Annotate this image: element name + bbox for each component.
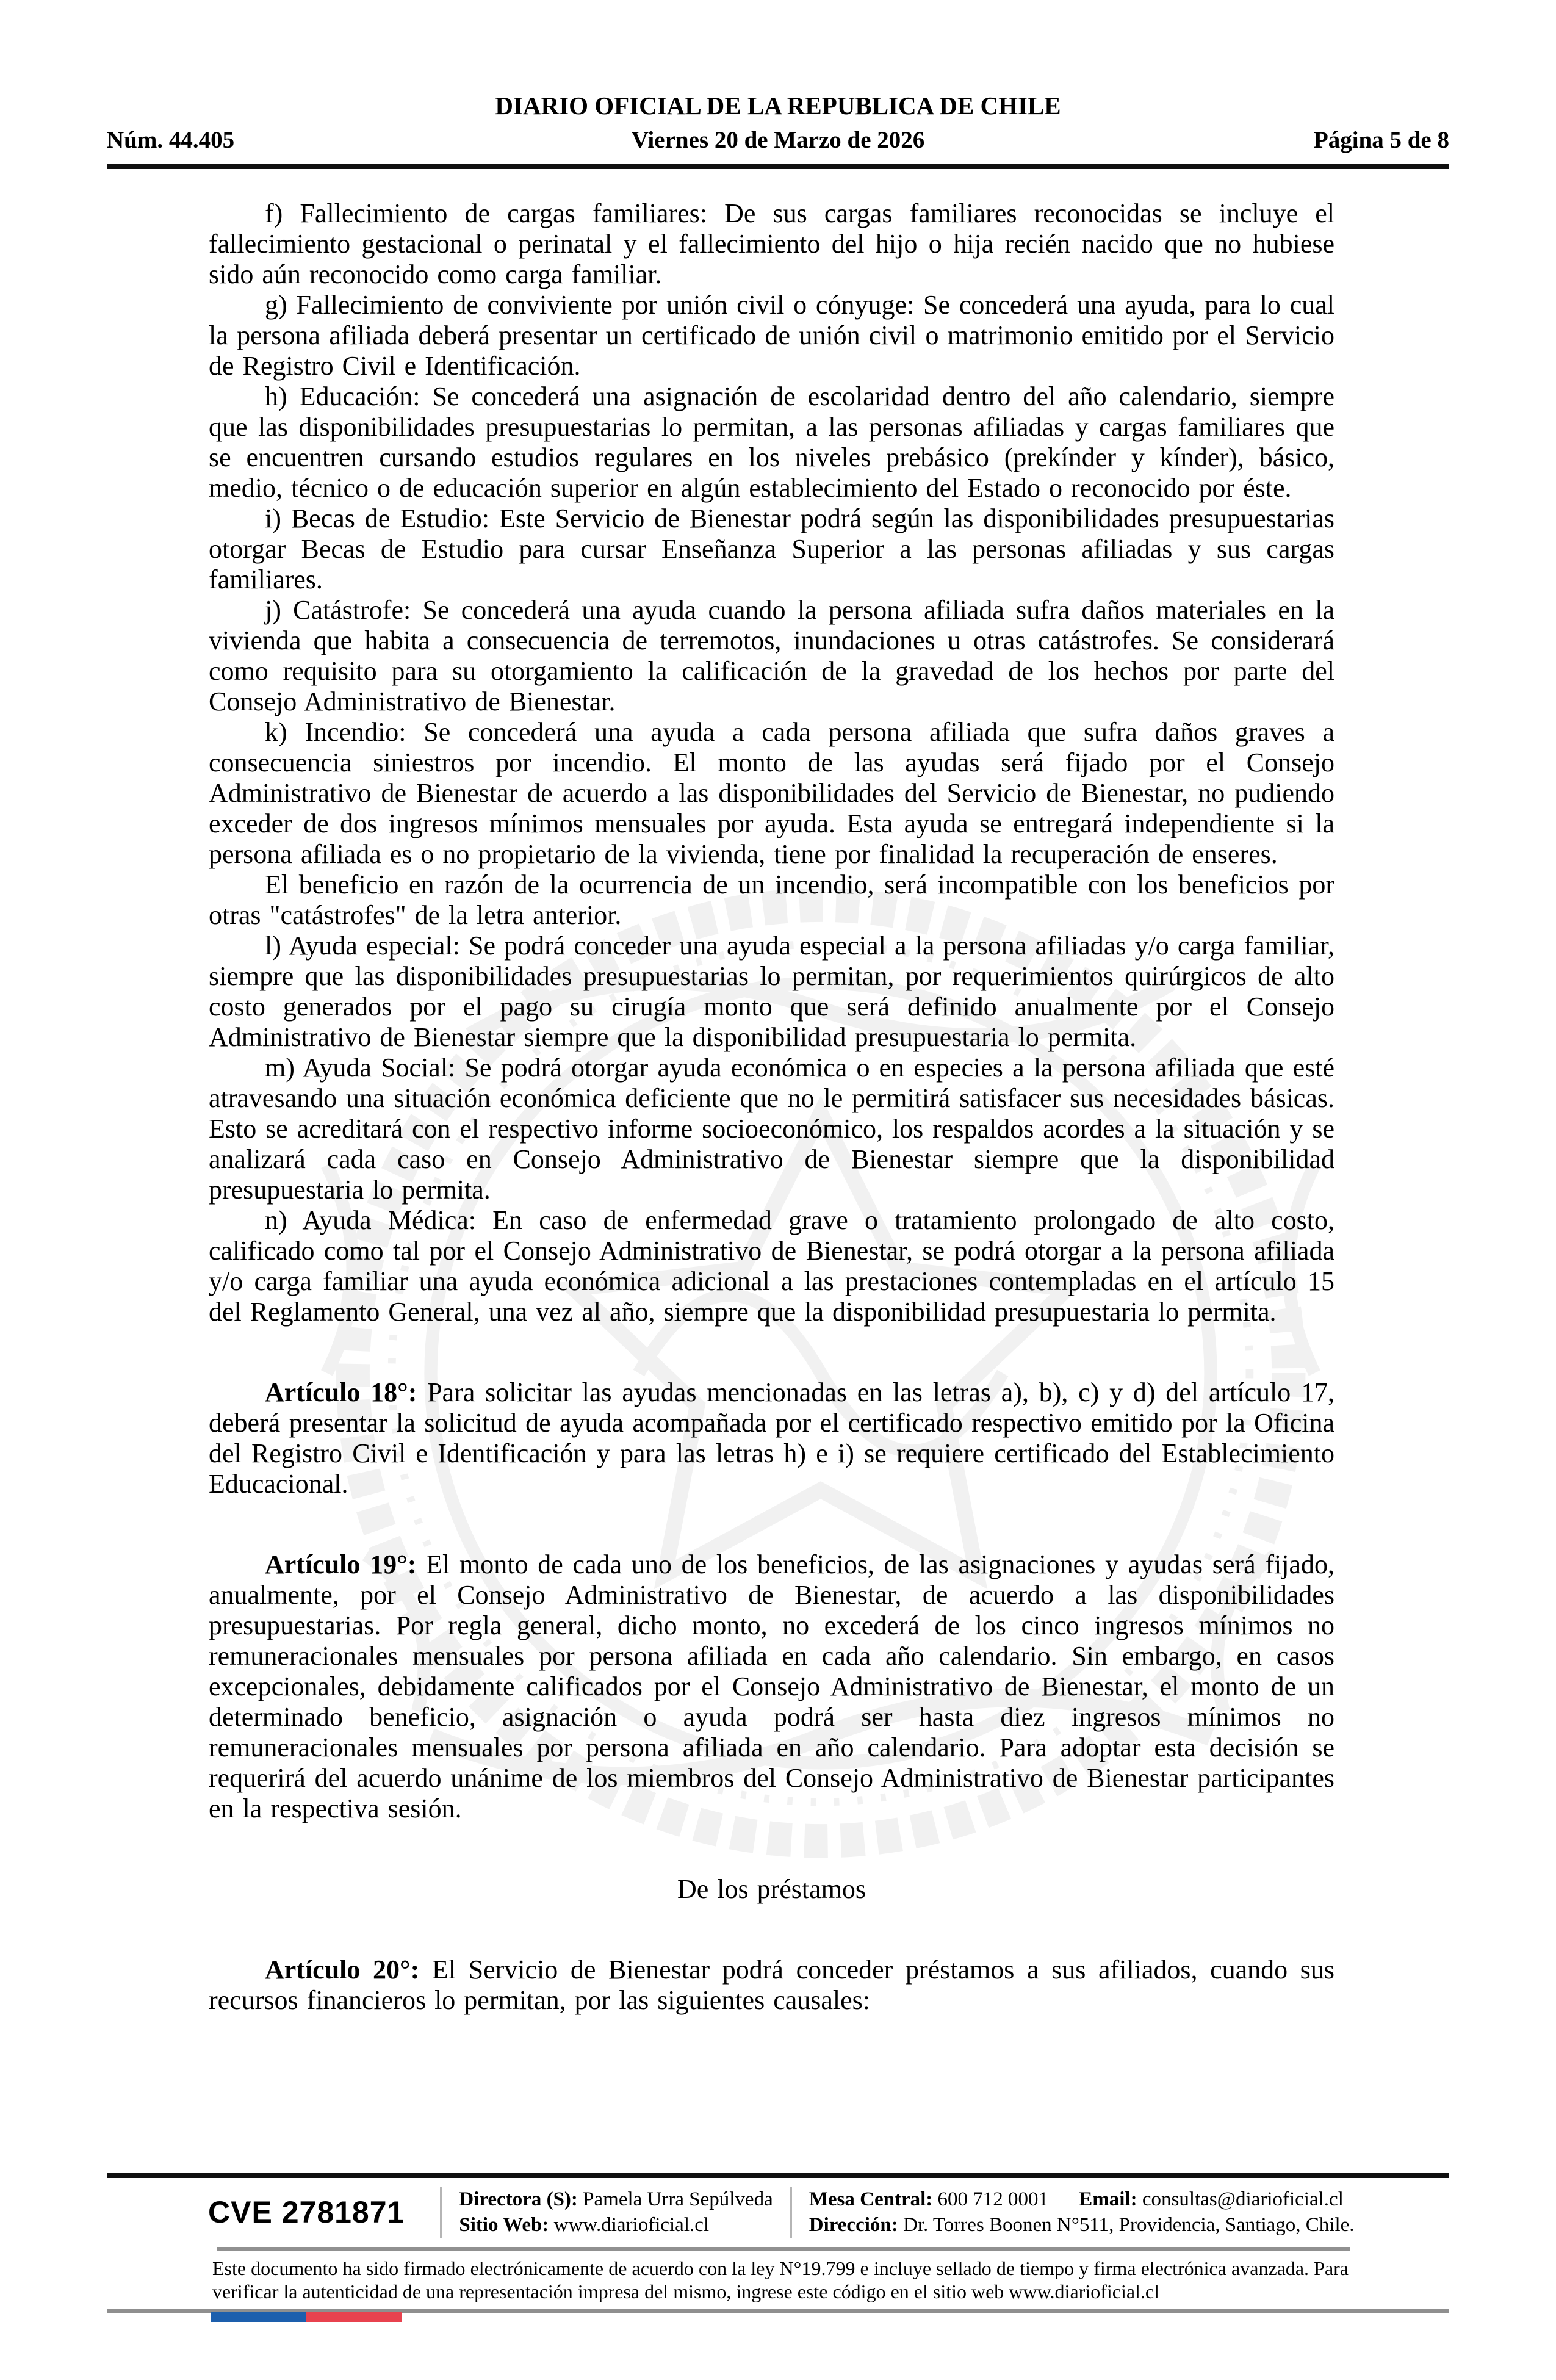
article-20-number: Artículo 20°:: [265, 1955, 420, 1985]
article-20: [209, 1955, 1334, 2016]
gobierno-flag-bar: [211, 2312, 402, 2322]
article-19-number: Artículo 19°:: [265, 1549, 417, 1579]
footer-contact-left: [459, 2187, 773, 2238]
issue-number: Núm. 44.405: [107, 127, 235, 153]
article-19: [209, 1549, 1334, 1824]
director-label: Directora (S):: [459, 2188, 578, 2210]
paragraph-g: g) Fallecimiento de conviviente por unión civil o cónyuge: Se concederá una ayuda, para lo cual la persona afiliada deberá presentar un certificado de unión civil o matrimonio emitido por el Servicio de Registro Civil e Identificación.: [209, 290, 1334, 381]
footer-divider-1: [440, 2187, 442, 2238]
paragraph-l: l) Ayuda especial: Se podrá conceder una ayuda especial a la persona afiliadas y/o carga familiar, siempre que las disponibilidades presupuestarias lo permitan, por requerimientos quirúrgicos de alto costo generados por el pago su cirugía monto que será definido anualmente por el Consejo Administrativo de Bienestar siempre que la disponibilidad presupuestaria lo permita.: [209, 931, 1334, 1052]
article-20-text: El Servicio de Bienestar podrá conceder préstamos a sus afiliados, cuando sus recursos financieros lo permitan, por las siguientes causales:: [209, 1955, 1335, 2015]
header-rule: [107, 164, 1449, 169]
paragraph-k: k) Incendio: Se concederá una ayuda a cada persona afiliada que sufra daños graves a consecuencia siniestros por incendio. El monto de las ayudas será fijado por el Consejo Administrativo de Bienestar de acuerdo a las disponibilidades del Servicio de Bienestar, no pudiendo exceder de dos ingresos mínimos mensuales por ayuda. Esta ayuda se entregará independiente si la persona afiliada es o no propietario de la vivienda, tiene por finalidad la recuperación de enseres.: [209, 717, 1334, 869]
phone-value: 600 712 0001: [937, 2188, 1048, 2210]
publication-title: DIARIO OFICIAL DE LA REPUBLICA DE CHILE: [495, 92, 1061, 120]
flag-blue-segment: [211, 2312, 306, 2322]
header-meta-row: [107, 127, 1449, 154]
signature-disclaimer: Este documento ha sido firmado electrónicamente de acuerdo con la ley N°19.799 e incluye sellado de tiempo y firma electrónica avanzada. Para verificar la autenticidad de una representación impresa del mismo, ingrese este código en el sitio web www.diarioficial.cl: [212, 2257, 1349, 2302]
footer-top-rule: [107, 2173, 1449, 2178]
cve-code: CVE 2781871: [208, 2195, 405, 2229]
article-19-text: El monto de cada uno de los beneficios, de las asignaciones y ayudas será fijado, anualmente, por el Consejo Administrativo de Bienestar, de acuerdo a las disponibilidades presupuestarias. Por regla general, dicho monto, no excederá de los cinco ingresos mínimos no remuneracionales mensuales por persona afiliada en cada año calendario. Sin embargo, en casos excepcionales, debidamente calificados por el Consejo Administrativo de Bienestar, el monto de un determinado beneficio, asignación o ayuda podrá ser hasta diez ingresos mínimos no remuneracionales mensuales por persona afiliada en año calendario. Para adoptar esta decisión se requerirá del acuerdo unánime de los miembros del Consejo Administrativo de Bienestar participantes en la respectiva sesión.: [209, 1549, 1334, 1823]
email-label: Email:: [1079, 2188, 1137, 2210]
director-value: Pamela Urra Sepúlveda: [583, 2188, 773, 2210]
article-18-number: Artículo 18°:: [265, 1377, 417, 1407]
section-heading-prestamos: De los préstamos: [677, 1874, 866, 1904]
paragraph-incendio-note: El beneficio en razón de la ocurrencia de un incendio, será incompatible con los beneficios por otras "catástrofes" de la letra anterior.: [209, 870, 1334, 930]
paragraph-h: h) Educación: Se concederá una asignación de escolaridad dentro del año calendario, siempre que las disponibilidades presupuestarias lo permitan, a las personas afiliadas y cargas familiares que se encuentren cursando estudios regulares en los niveles prebásico (prekínder y kínder), básico, medio, técnico o de educación superior en algún establecimiento del Estado o reconocido por éste.: [209, 381, 1334, 503]
footer-divider-2: [790, 2187, 792, 2238]
address-label: Dirección:: [809, 2214, 898, 2236]
paragraph-m: m) Ayuda Social: Se podrá otorgar ayuda económica o en especies a la persona afiliada que esté atravesando una situación económica deficiente que no le permitirá satisfacer sus necesidades básicas. Esto se acreditará con el respectivo informe socioeconómico, los respaldos acordes a la situación y se analizará cada caso en Consejo Administrativo de Bienestar siempre que la disponibilidad presupuestaria lo permita.: [209, 1053, 1334, 1205]
page-indicator: Página 5 de 8: [1313, 127, 1449, 153]
document-body: [209, 198, 1334, 2016]
issue-date: Viernes 20 de Marzo de 2026: [631, 127, 925, 153]
footer-contact-right: [809, 2187, 1355, 2238]
article-18-text: Para solicitar las ayudas mencionadas en las letras a), b), c) y d) del artículo 17, deberá presentar la solicitud de ayuda acompañada por el certificado respectivo emitido por la Oficina del Registro Civil e Identificación y para las letras h) e i) se requiere certificado del Establecimiento Educacional.: [209, 1377, 1334, 1499]
address-value: Dr. Torres Boonen N°511, Providencia, Santiago, Chile.: [903, 2214, 1355, 2236]
paragraph-f: f) Fallecimiento de cargas familiares: De sus cargas familiares reconocidas se incluye el fallecimiento gestacional o perinatal y el fallecimiento del hijo o hija recién nacido que no hubiese sido aún reconocido como carga familiar.: [209, 198, 1334, 289]
paragraph-j: j) Catástrofe: Se concederá una ayuda cuando la persona afiliada sufra daños materiales en la vivienda que habita a consecuencia de terremotos, inundaciones u otras catástrofes. Se considerará como requisito para su otorgamiento la calificación de la gravedad de los hechos por parte del Consejo Administrativo de Bienestar.: [209, 595, 1334, 716]
website-value: www.diarioficial.cl: [553, 2214, 710, 2236]
website-label: Sitio Web:: [459, 2214, 549, 2236]
paragraph-i: i) Becas de Estudio: Este Servicio de Bienestar podrá según las disponibilidades presupuestarias otorgar Becas de Estudio para cursar Enseñanza Superior a las personas afiliadas y sus cargas familiares.: [209, 503, 1334, 594]
phone-label: Mesa Central:: [809, 2188, 933, 2210]
article-18: [209, 1377, 1334, 1499]
flag-red-segment: [306, 2312, 402, 2322]
email-value: consultas@diarioficial.cl: [1142, 2188, 1344, 2210]
footer-info-bar: [208, 2187, 1355, 2238]
paragraph-n: n) Ayuda Médica: En caso de enfermedad grave o tratamiento prolongado de alto costo, calificado como tal por el Consejo Administrativo de Bienestar, se podrá otorgar a la persona afiliada y/o carga familiar una ayuda económica adicional a las prestaciones contempladas en el artículo 15 del Reglamento General, una vez al año, siempre que la disponibilidad presupuestaria lo permita.: [209, 1205, 1334, 1327]
footer-mid-rule: [217, 2247, 1350, 2251]
